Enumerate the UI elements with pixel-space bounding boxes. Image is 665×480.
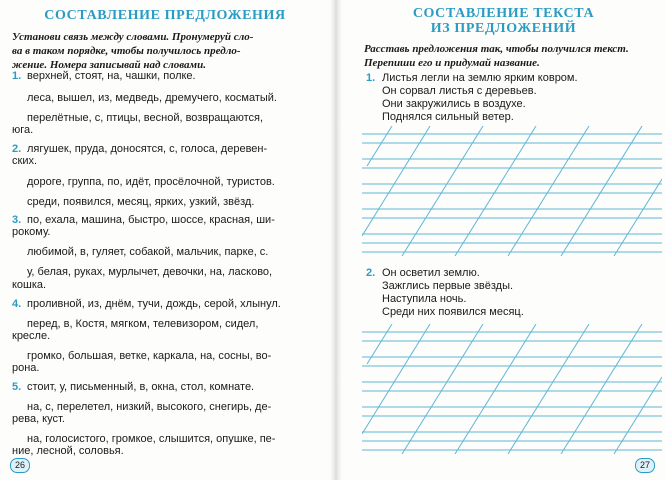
exercise-line: на, голосистого, громкое, слышится, опушке, пе- [27, 433, 276, 445]
exercise-line: верхней, стоят, на, чашки, полке. [27, 70, 196, 82]
exercise-line: проливной, из, днём, тучи, дождь, серой, хлынул. [27, 298, 281, 310]
exercise-line: перед, в, Костя, мягком, телевизором, сидел, [27, 318, 259, 330]
exercise-line: рокому. [12, 226, 51, 238]
exercise-line: любимой, в, гуляет, собакой, мальчик, парке, с. [27, 246, 269, 258]
exercise-line: лягушек, пруда, доносятся, с, голоса, деревен- [27, 143, 268, 155]
exercise-line: ских. [12, 155, 38, 167]
exercise-line: рева, куст. [12, 413, 65, 425]
exercise-line: среди, появился, месяц, ярких, узкий, звёзд. [27, 196, 255, 208]
exercise-number: 4. [12, 298, 22, 310]
exercise-line: Наступила ночь. [382, 293, 467, 305]
exercise-line: рона. [12, 362, 40, 374]
writing-ruling-1[interactable] [362, 126, 662, 256]
exercise-line: кресле. [12, 330, 51, 342]
right-page-title: СОСТАВЛЕНИЕ ТЕКСТА ИЗ ПРЕДЛОЖЕНИЙ [412, 6, 595, 36]
exercise-line: на, с, перелетел, низкий, высокого, снегирь, де- [27, 401, 272, 413]
exercise-line: у, белая, руках, мурлычет, девочки, на, ласково, [27, 266, 273, 278]
right-page [342, 0, 665, 480]
exercise-line: Они закружились в воздухе. [382, 98, 526, 110]
exercise-line: Среди них появился месяц. [382, 306, 524, 318]
right-page-instruction: Расставь предложения так, чтобы получился текст. Перепиши его и придумай название. [364, 43, 629, 69]
exercise-line: Он осветил землю. [382, 267, 480, 279]
exercise-line: Он сорвал листья с деревьев. [382, 85, 537, 97]
left-page [0, 0, 330, 480]
exercise-number: 2. [366, 267, 376, 279]
left-page-title: СОСТАВЛЕНИЕ ПРЕДЛОЖЕНИЯ [44, 8, 286, 23]
exercise-line: перелётные, с, птицы, весной, возвращаются, [27, 112, 264, 124]
writing-ruling-2[interactable] [362, 324, 662, 454]
page-number: 26 [10, 458, 30, 473]
exercise-line: юга. [12, 124, 34, 136]
exercise-number: 3. [12, 214, 22, 226]
left-page-instruction: Установи связь между словами. Пронумеруй сло- ва в таком порядке, чтобы получилось предло- жение. Номера записывай над словами. [12, 31, 254, 71]
exercise-line: кошка. [12, 279, 47, 291]
exercise-line: Зажглись первые звёзды. [382, 280, 514, 292]
exercise-number: 1. [366, 72, 376, 84]
exercise-line: Поднялся сильный ветер. [382, 111, 514, 123]
exercise-line: ние, лесной, соловья. [12, 445, 124, 457]
exercise-number: 1. [12, 70, 22, 82]
exercise-line: леса, вышел, из, медведь, дремучего, косматый. [27, 92, 277, 104]
exercise-line: громко, большая, ветке, каркала, на, сосны, во- [27, 350, 272, 362]
exercise-line: Листья легли на землю ярким ковром. [382, 72, 578, 84]
exercise-line: дороге, группа, по, идёт, просёлочной, туристов. [27, 176, 275, 188]
exercise-line: стоит, у, письменный, в, окна, стол, комнате. [27, 381, 255, 393]
exercise-number: 5. [12, 381, 22, 393]
book-gutter [330, 0, 342, 480]
page-number: 27 [635, 458, 655, 473]
exercise-number: 2. [12, 143, 22, 155]
exercise-line: по, ехала, машина, быстро, шоссе, красная, ши- [27, 214, 275, 226]
